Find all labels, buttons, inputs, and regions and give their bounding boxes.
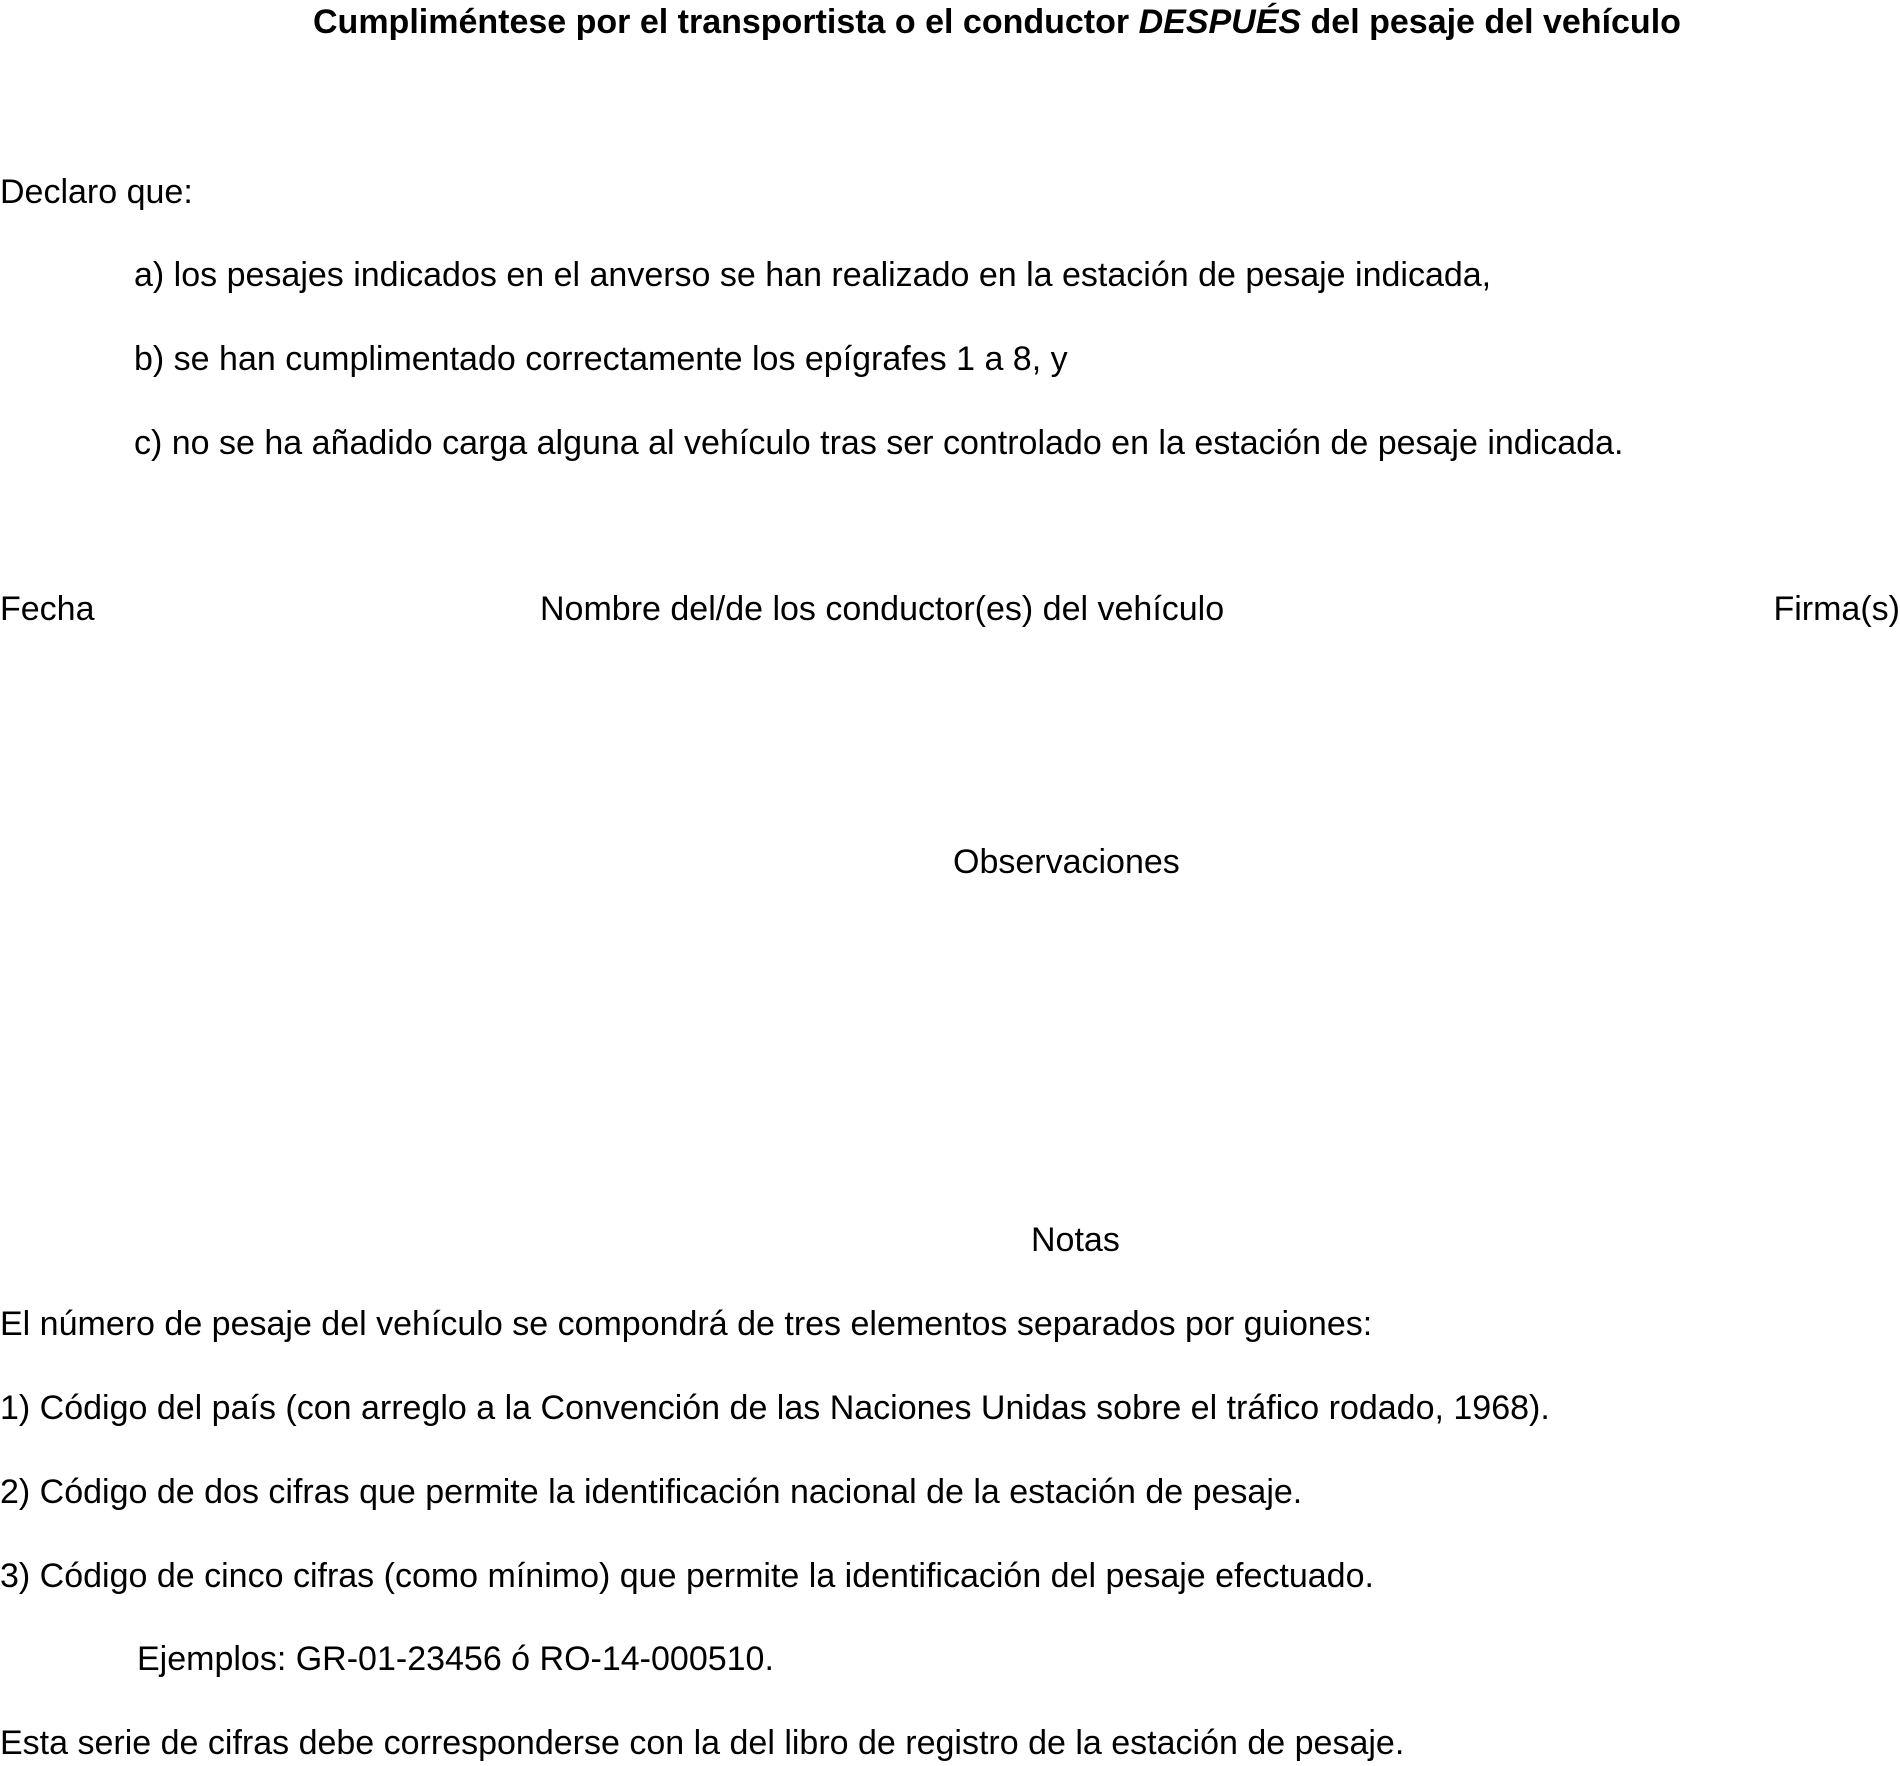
date-label: Fecha: [0, 590, 95, 628]
declaration-intro: Declaro que:: [0, 173, 193, 211]
notes-intro: El número de pesaje del vehículo se compondrá de tres elementos separados por guiones:: [0, 1305, 1373, 1343]
notes-title: Notas: [1031, 1221, 1120, 1259]
signature-label: Firma(s): [1773, 590, 1900, 628]
notes-item-2: 2) Código de dos cifras que permite la identificación nacional de la estación de pesaje.: [0, 1473, 1303, 1511]
declaration-item-b: b) se han cumplimentado correctamente los epígrafes 1 a 8, y: [134, 340, 1068, 378]
notes-examples: Ejemplos: GR-01-23456 ó RO-14-000510.: [137, 1640, 774, 1678]
notes-closing: Esta serie de cifras debe corresponderse con la del libro de registro de la estación de pesaje.: [0, 1724, 1405, 1762]
notes-item-3: 3) Código de cinco cifras (como mínimo) que permite la identificación del pesaje efectuado.: [0, 1557, 1374, 1595]
notes-item-1: 1) Código del país (con arreglo a la Convención de las Naciones Unidas sobre el tráfico rodado, 1968).: [0, 1389, 1550, 1427]
header-emphasis: DESPUÉS: [1138, 3, 1302, 41]
header-text-before: Cumpliméntese por el transportista o el conductor: [313, 3, 1139, 41]
observations-title: Observaciones: [953, 843, 1180, 881]
form-header: [313, 2, 1681, 42]
declaration-item-c: c) no se ha añadido carga alguna al vehículo tras ser controlado en la estación de pesaje indicada.: [134, 424, 1624, 462]
declaration-item-a: a) los pesajes indicados en el anverso se han realizado en la estación de pesaje indicada,: [134, 256, 1492, 294]
header-text-after: del pesaje del vehículo: [1301, 3, 1681, 41]
drivers-name-label: Nombre del/de los conductor(es) del vehículo: [540, 590, 1225, 628]
